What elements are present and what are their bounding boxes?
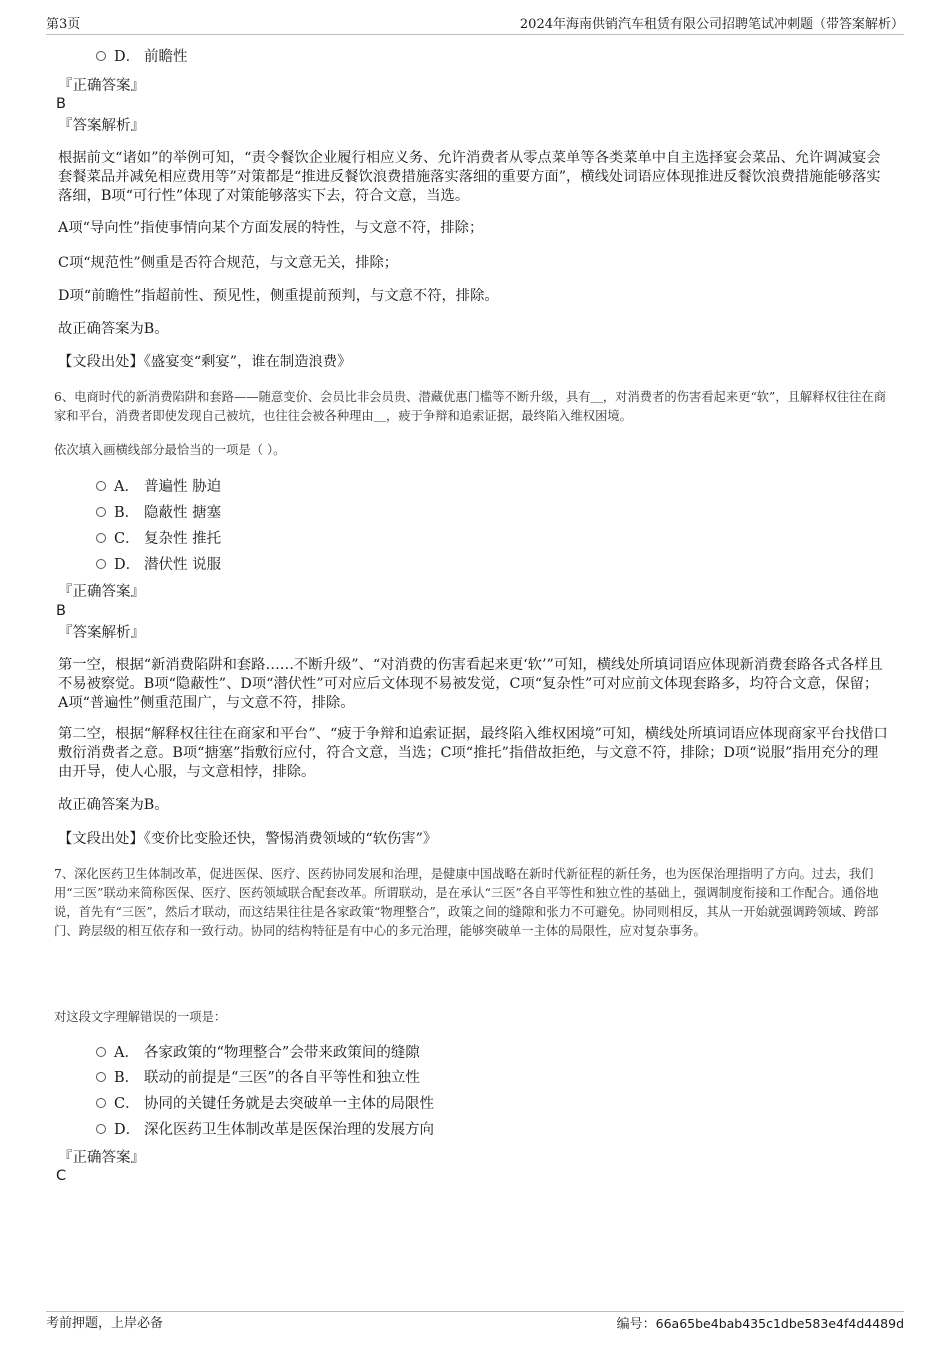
analysis-paragraph: A项“导向性”指使事情向某个方面发展的特性，与文意不符，排除； (58, 220, 484, 236)
correct-answer-value: C (56, 1168, 67, 1184)
correct-answer-label: 『正确答案』 (58, 584, 145, 600)
document-title: 2024年海南供销汽车租赁有限公司招聘笔试冲刺题（带答案解析） (519, 17, 904, 32)
radio-icon[interactable] (96, 51, 106, 61)
analysis-conclusion: 故正确答案为B。 (58, 321, 169, 337)
radio-icon[interactable] (96, 533, 106, 543)
correct-answer-label: 『正确答案』 (58, 1150, 145, 1166)
option-c[interactable]: C． 协同的关键任务就是去突破单一主体的局限性 (96, 1094, 434, 1114)
analysis-paragraph: C项“规范性”侧重是否符合规范，与文意无关，排除； (58, 255, 399, 271)
question-stem: 7、深化医药卫生体制改革，促进医保、医疗、医药协同发展和治理，是健康中国战略在新时代新征程的新任务，也为医保治理指明了方向。过去，我们用“三医”联动来简称医保、医疗、医药领域联合配套改革。所谓联动，是在承认“三医”各自平等性和独立性的基础上，强调制度衔接和工作配合。通俗地说，首先有“三医”，然后才联动，而这结果往往是各家政策“物理整合”，政策之间的缝隙和张力不可避免。协同则相反，其从一开始就强调跨领域、跨部门、跨层级的相互依存和一致行动。协同的结构特征是有中心的多元治理，能够突破单一主体的局限性，应对复杂事务。 (54, 867, 879, 938)
correct-answer-value: B (56, 603, 66, 619)
radio-icon[interactable] (96, 1124, 106, 1134)
radio-icon[interactable] (96, 1098, 106, 1108)
option-c[interactable]: C． 复杂性 推托 (96, 529, 221, 549)
analysis-paragraph: 第二空，根据“解释权往往在商家和平台”、“疲于争辩和追索证据，最终陷入维权困境”可知，横线处所填词语应体现商家平台找借口敷衍消费者之意。B项“搪塞”指敷衍应付，符合文意，当选；C项“推托”指借故拒绝，与文意不符，排除；D项“说服”指用充分的理由开导，使人心服，与文意相悖，排除。 (58, 726, 888, 780)
analysis-paragraph: 第一空，根据“新消费陷阱和套路……不断升级”、“对消费的伤害看起来更‘软’”可知，横线处所填词语应体现新消费套路各式各样且不易被察觉。B项“隐蔽性”、D项“潜伏性”可对应后文体现不易被发觉，C项“复杂性”可对应前文体现套路多，均符合文意，保留；A项“普遍性”侧重范围广，与文意不符，排除。 (58, 657, 883, 711)
radio-icon[interactable] (96, 1072, 106, 1082)
option-b[interactable]: B． 隐蔽性 搪塞 (96, 503, 221, 523)
radio-icon[interactable] (96, 507, 106, 517)
analysis-paragraph: 根据前文“诸如”的举例可知，“责令餐饮企业履行相应义务、允许消费者从零点菜单等各类菜单中自主选择宴会菜品、允许调减宴会套餐菜品并减免相应费用等”对策都是“推进反餐饮浪费措施落实落细的重要方面”，横线处词语应体现推进反餐饮浪费措施能够落实落细，B项“可行性”体现了对策能够落实下去，符合文意，当选。 (58, 150, 881, 204)
source-citation: 【文段出处】《盛宴变“剩宴”，谁在制造浪费》 (58, 354, 352, 370)
footer-slogan: 考前押题，上岸必备 (46, 1316, 164, 1331)
option-b[interactable]: B． 联动的前提是“三医”的各自平等性和独立性 (96, 1068, 420, 1088)
analysis-label: 『答案解析』 (58, 118, 145, 134)
option-a[interactable]: A． 普遍性 胁迫 (96, 477, 221, 497)
page-number: 第3页 (46, 17, 81, 32)
page-header (46, 14, 904, 35)
analysis-paragraph: D项“前瞻性”指超前性、预见性，侧重提前预判，与文意不符，排除。 (58, 288, 499, 304)
analysis-label: 『答案解析』 (58, 625, 145, 641)
option-a[interactable]: A． 各家政策的“物理整合”会带来政策间的缝隙 (96, 1043, 420, 1063)
correct-answer-label: 『正确答案』 (58, 78, 145, 94)
question-stem: 6、电商时代的新消费陷阱和套路——随意变价、会员比非会员贵、潜藏优惠门槛等不断升级，具有＿，对消费者的伤害看起来更“软”，且解释权往往在商家和平台，消费者即使发现自己被坑，也往往会被各种理由＿，疲于争辩和追索证据，最终陷入维权困境。 (54, 390, 886, 423)
radio-icon[interactable] (96, 481, 106, 491)
question-prompt: 依次填入画横线部分最恰当的一项是（ ）。 (54, 443, 286, 457)
radio-icon[interactable] (96, 1047, 106, 1057)
page-footer (46, 1311, 904, 1334)
option-d[interactable]: D． 前瞻性 (96, 47, 188, 67)
option-d[interactable]: D． 潜伏性 说服 (96, 555, 221, 575)
correct-answer-value: B (56, 96, 66, 112)
question-prompt: 对这段文字理解错误的一项是： (54, 1010, 227, 1024)
source-citation: 【文段出处】《变价比变脸还快，警惕消费领域的“软伤害”》 (58, 831, 438, 847)
document-code: 编号：66a65be4bab435c1dbe583e4f4d4489d (616, 1316, 904, 1332)
analysis-conclusion: 故正确答案为B。 (58, 797, 169, 813)
option-d[interactable]: D． 深化医药卫生体制改革是医保治理的发展方向 (96, 1120, 434, 1140)
radio-icon[interactable] (96, 559, 106, 569)
